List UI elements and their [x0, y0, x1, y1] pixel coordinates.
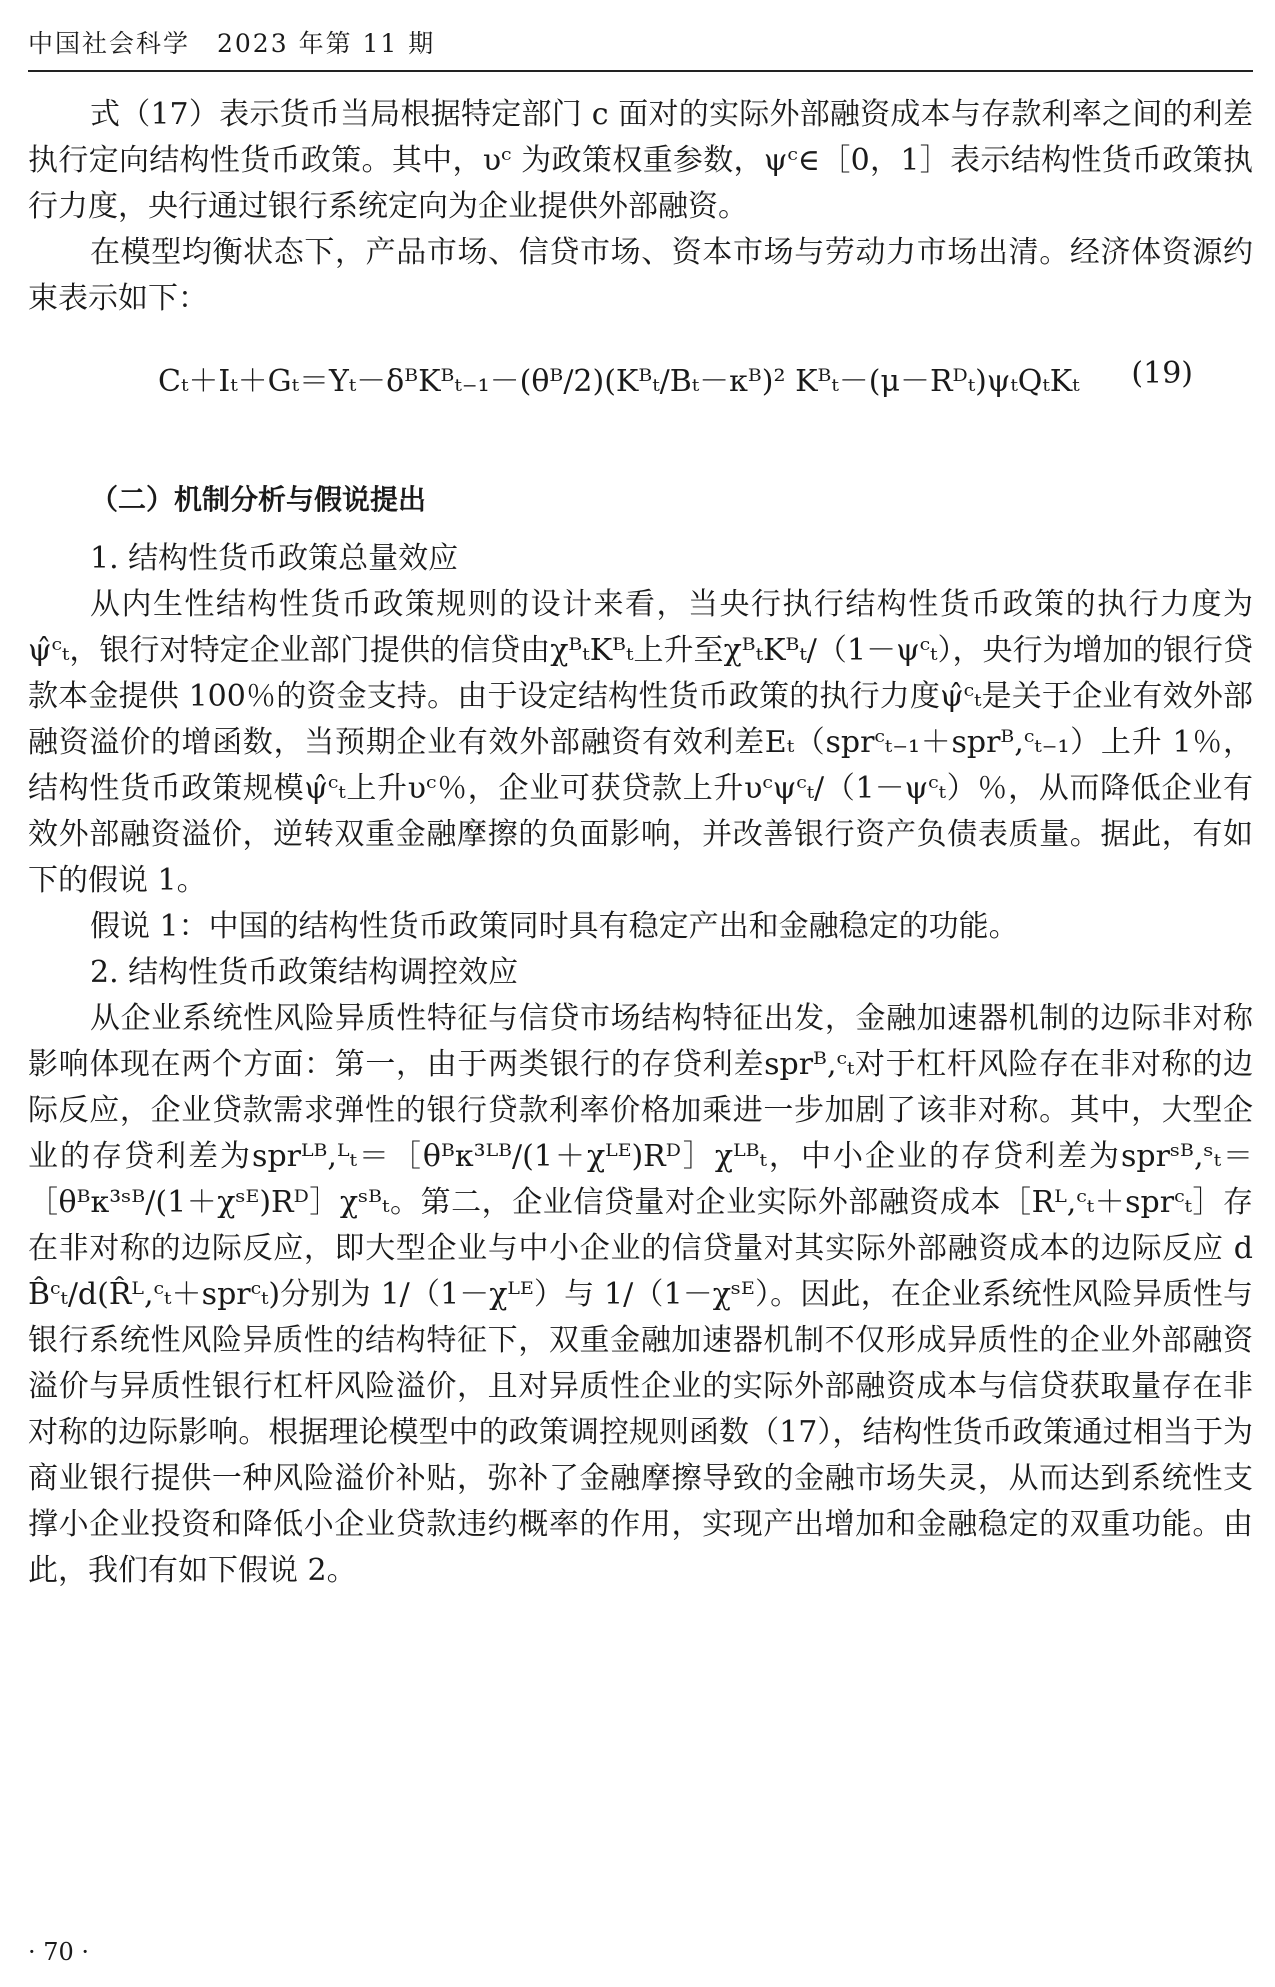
header-rule: [28, 70, 1253, 72]
paragraph-aggregate-effect: 从内生性结构性货币政策规则的设计来看，当央行执行结构性货币政策的执行力度为ψ̂ᶜₜ，银行对特定企业部门提供的信贷由χᴮₜKᴮₜ上升至χᴮₜKᴮₜ/（1－ψᶜₜ），央行为增加的银行贷款本金提供 100％的资金支持。由于设定结构性货币政策的执行力度ψ̂ᶜₜ是关于企业有效外部融资溢价的增函数，当预期企业有效外部融资有效利差Eₜ（sprᶜₜ₋₁＋sprᴮ,ᶜₜ₋₁）上升 1％，结构性货币政策规模ψ̂ᶜₜ上升υᶜ％，企业可获贷款上升υᶜψᶜₜ/（1－ψᶜₜ）％，从而降低企业有效外部融资溢价，逆转双重金融摩擦的负面影响，并改善银行资产负债表质量。据此，有如下的假说 1。: [28, 587, 1253, 898]
resource-constraint-formula: Cₜ＋Iₜ＋Gₜ＝Yₜ－δᴮKᴮₜ₋₁－(θᴮ/2)(Kᴮₜ/Bₜ－κᴮ)² Kᴮₜ－(μ－Rᴰₜ)ψₜQₜKₜ: [158, 364, 1080, 399]
running-header: [28, 24, 1253, 74]
paragraph-policy-rule: 式（17）表示货币当局根据特定部门 c 面对的实际外部融资成本与存款利率之间的利差执行定向结构性货币政策。其中，υᶜ 为政策权重参数，ψᶜ∈［0，1］表示结构性货币政策执行力度，央行通过银行系统定向为企业提供外部融资。: [28, 97, 1253, 224]
page-number: · 70 ·: [28, 1938, 90, 1966]
equation-19: [28, 328, 1253, 448]
journal-issue: 中国社会科学 2023 年第 11 期: [28, 29, 436, 58]
subheading-aggregate-effect: 1. 结构性货币政策总量效应: [90, 541, 459, 576]
paragraph-equilibrium: 在模型均衡状态下，产品市场、信贷市场、资本市场与劳动力市场出清。经济体资源约束表示如下：: [28, 235, 1253, 316]
paragraph-structural-effect: 从企业系统性风险异质性特征与信贷市场结构特征出发，金融加速器机制的边际非对称影响体现在两个方面：第一，由于两类银行的存贷利差sprᴮ,ᶜₜ对于杠杆风险存在非对称的边际反应，企业贷款需求弹性的银行贷款利率价格加乘进一步加剧了该非对称。其中，大型企业的存贷利差为sprᴸᴮ,ᴸₜ＝［θᴮκ³ᴸᴮ/(1＋χᴸᴱ)Rᴰ］χᴸᴮₜ，中小企业的存贷利差为sprˢᴮ,ˢₜ＝［θᴮκ³ˢᴮ/(1＋χˢᴱ)Rᴰ］χˢᴮₜ。第二，企业信贷量对企业实际外部融资成本［Rᴸ,ᶜₜ＋sprᶜₜ］存在非对称的边际反应，即大型企业与中小企业的信贷量对其实际外部融资成本的边际反应 d B̂ᶜₜ/d(R̂ᴸ,ᶜₜ＋sprᶜₜ)分别为 1/（1－χᴸᴱ）与 1/（1－χˢᴱ）。因此，在企业系统性风险异质性与银行系统性风险异质性的结构特征下，双重金融加速器机制不仅形成异质性的企业外部融资溢价与异质性银行杠杆风险溢价，且对异质性企业的实际外部融资成本与信贷获取量存在非对称的边际影响。根据理论模型中的政策调控规则函数（17），结构性货币政策通过相当于为商业银行提供一种风险溢价补贴，弥补了金融摩擦导致的金融市场失灵，从而达到系统性支撑小企业投资和降低小企业贷款违约概率的作用，实现产出增加和金融稳定的双重功能。由此，我们有如下假说 2。: [28, 1001, 1253, 1588]
equation-number: (19): [1131, 356, 1193, 391]
article-body: [28, 92, 1253, 1594]
section-heading: （二）机制分析与假说提出: [90, 483, 427, 516]
hypothesis-1: 假说 1：中国的结构性货币政策同时具有稳定产出和金融稳定的功能。: [90, 909, 1019, 944]
subheading-structural-effect: 2. 结构性货币政策结构调控效应: [90, 955, 519, 990]
